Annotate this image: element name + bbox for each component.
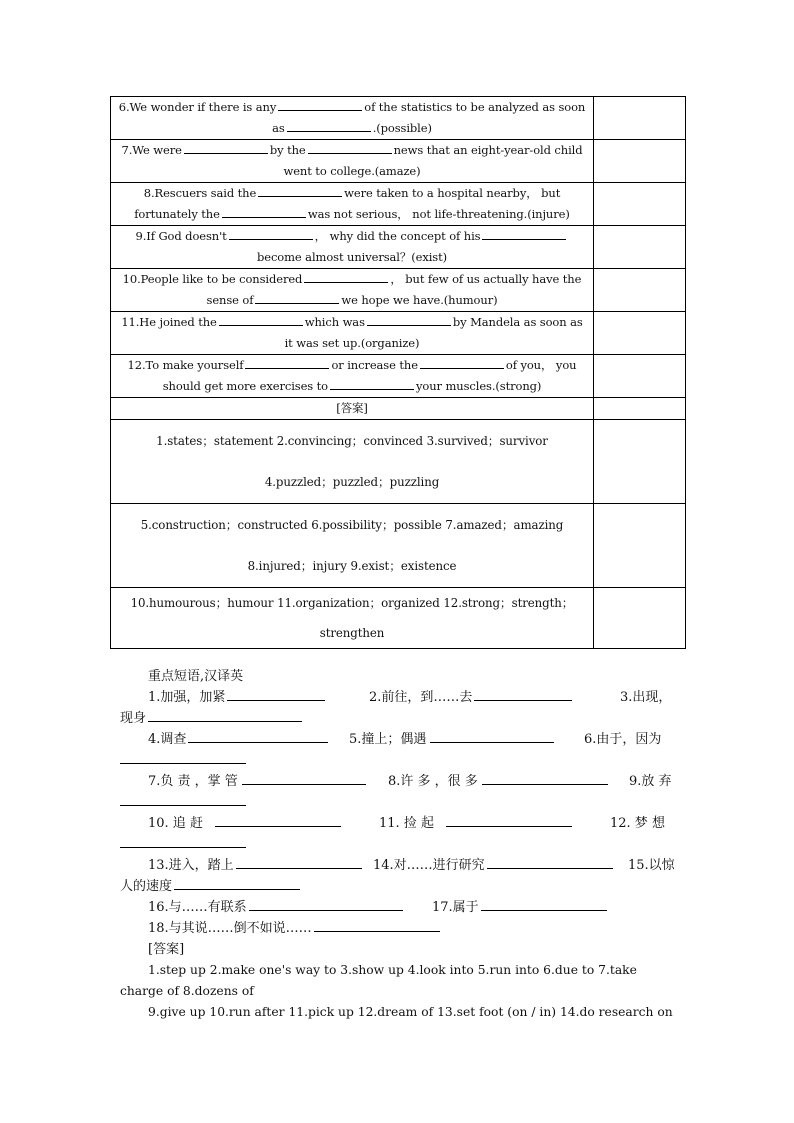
phrase-answer-header: [答案] xyxy=(148,942,185,957)
phrase-blank[interactable] xyxy=(430,729,554,743)
phrase-blank[interactable] xyxy=(174,876,300,890)
side-cell xyxy=(594,420,686,504)
phrase-blank[interactable] xyxy=(120,750,246,764)
question-cell: 8.Rescuers said the were taken to a hospital nearby， but fortunately the was not serious， not life-threatening.(injure) xyxy=(111,183,594,226)
phrase-line: 7.负 责 ，掌 管 8.许 多 ，很 多 9.放 弃 xyxy=(120,771,675,792)
question-row xyxy=(111,183,686,226)
phrase-line xyxy=(120,750,675,771)
phrase-line: 16.与……有联系 17.属于 xyxy=(120,897,675,918)
question-cell: 9.If God doesn't ， why did the concept of his become almost universal？(exist) xyxy=(111,226,594,269)
answer-blank[interactable] xyxy=(278,98,362,111)
answer-blank[interactable] xyxy=(304,270,388,283)
phrase-blank[interactable] xyxy=(148,708,302,722)
side-cell xyxy=(594,398,686,420)
answer-cell: 5.construction；constructed 6.possibility；possible 7.amazed；amazing 8.injured；injury 9.exist；existence xyxy=(111,504,594,588)
phrase-answer-line: 9.give up 10.run after 11.pick up 12.dream of 13.set foot (on / in) 14.do research on xyxy=(148,1005,673,1019)
answer-header-row xyxy=(111,398,686,420)
side-cell xyxy=(594,355,686,398)
phrase-blank[interactable] xyxy=(236,855,362,869)
question-row xyxy=(111,140,686,183)
question-cell: 12.To make yourself or increase the of you， you should get more exercises to your muscles.(strong) xyxy=(111,355,594,398)
phrase-blank[interactable] xyxy=(487,855,613,869)
phrase-blank[interactable] xyxy=(188,729,328,743)
answer-blank[interactable] xyxy=(482,227,566,240)
answer-blank[interactable] xyxy=(308,141,392,154)
question-row xyxy=(111,226,686,269)
side-cell xyxy=(594,140,686,183)
phrase-line: 人的速度 xyxy=(120,876,675,897)
phrase-heading: 重点短语,汉译英 xyxy=(148,669,244,684)
side-cell xyxy=(594,504,686,588)
answer-blank[interactable] xyxy=(367,313,451,326)
answer-header: [答案] xyxy=(111,398,594,420)
side-cell xyxy=(594,97,686,140)
phrase-blank[interactable] xyxy=(314,918,440,932)
phrase-blank[interactable] xyxy=(242,771,366,785)
phrase-blank[interactable] xyxy=(120,792,246,806)
phrase-line xyxy=(120,792,675,813)
question-row xyxy=(111,97,686,140)
phrase-blank[interactable] xyxy=(215,813,341,827)
answer-row xyxy=(111,504,686,588)
answer-blank[interactable] xyxy=(222,205,306,218)
answer-row xyxy=(111,420,686,504)
answer-blank[interactable] xyxy=(219,313,303,326)
phrase-line: 10. 追 赶 11. 捡 起 12. 梦 想 xyxy=(120,813,675,834)
answer-blank[interactable] xyxy=(245,356,329,369)
answer-row xyxy=(111,588,686,649)
answer-blank[interactable] xyxy=(229,227,313,240)
side-cell xyxy=(594,588,686,649)
side-cell xyxy=(594,183,686,226)
answer-blank[interactable] xyxy=(255,291,339,304)
answer-blank[interactable] xyxy=(184,141,268,154)
phrase-blank[interactable] xyxy=(446,813,572,827)
question-row xyxy=(111,269,686,312)
question-row xyxy=(111,312,686,355)
answer-cell: 10.humourous；humour 11.organization；organized 12.strong；strength； strengthen xyxy=(111,588,594,649)
phrase-line xyxy=(120,834,675,855)
phrase-line: 18.与其说……倒不如说…… xyxy=(120,918,675,939)
answer-blank[interactable] xyxy=(287,119,371,132)
side-cell xyxy=(594,226,686,269)
phrase-answer-line: 1.step up 2.make one's way to 3.show up 4.look into 5.run into 6.due to 7.take xyxy=(148,963,637,977)
phrase-blank[interactable] xyxy=(482,771,608,785)
exercise-table xyxy=(110,96,686,649)
answer-cell: 1.states；statement 2.convincing；convinced 3.survived；survivor 4.puzzled；puzzled；puzzling xyxy=(111,420,594,504)
side-cell xyxy=(594,269,686,312)
question-cell: 11.He joined the which was by Mandela as soon as it was set up.(organize) xyxy=(111,312,594,355)
phrase-line: 现身 xyxy=(120,708,675,729)
phrase-section xyxy=(120,666,675,1023)
question-cell: 7.We were by the news that an eight-year-old child went to college.(amaze) xyxy=(111,140,594,183)
phrase-blank[interactable] xyxy=(481,897,607,911)
phrase-blank[interactable] xyxy=(120,834,246,848)
question-cell: 10.People like to be considered ， but few of us actually have the sense of we hope we have.(humour) xyxy=(111,269,594,312)
phrase-line: 1.加强，加紧 2.前往，到……去 3.出现， xyxy=(120,687,675,708)
phrase-blank[interactable] xyxy=(249,897,403,911)
phrase-blank[interactable] xyxy=(474,687,572,701)
phrase-blank[interactable] xyxy=(227,687,325,701)
side-cell xyxy=(594,312,686,355)
question-cell: 6.We wonder if there is any of the statistics to be analyzed as soon as .(possible) xyxy=(111,97,594,140)
answer-blank[interactable] xyxy=(330,377,414,390)
phrase-answer-line: charge of 8.dozens of xyxy=(120,984,254,998)
phrase-line: 13.进入，踏上 14.对……进行研究 15.以惊 xyxy=(120,855,675,876)
answer-blank[interactable] xyxy=(258,184,342,197)
phrase-line: 4.调查 5.撞上；偶遇 6.由于，因为 xyxy=(120,729,675,750)
answer-blank[interactable] xyxy=(420,356,504,369)
question-row xyxy=(111,355,686,398)
